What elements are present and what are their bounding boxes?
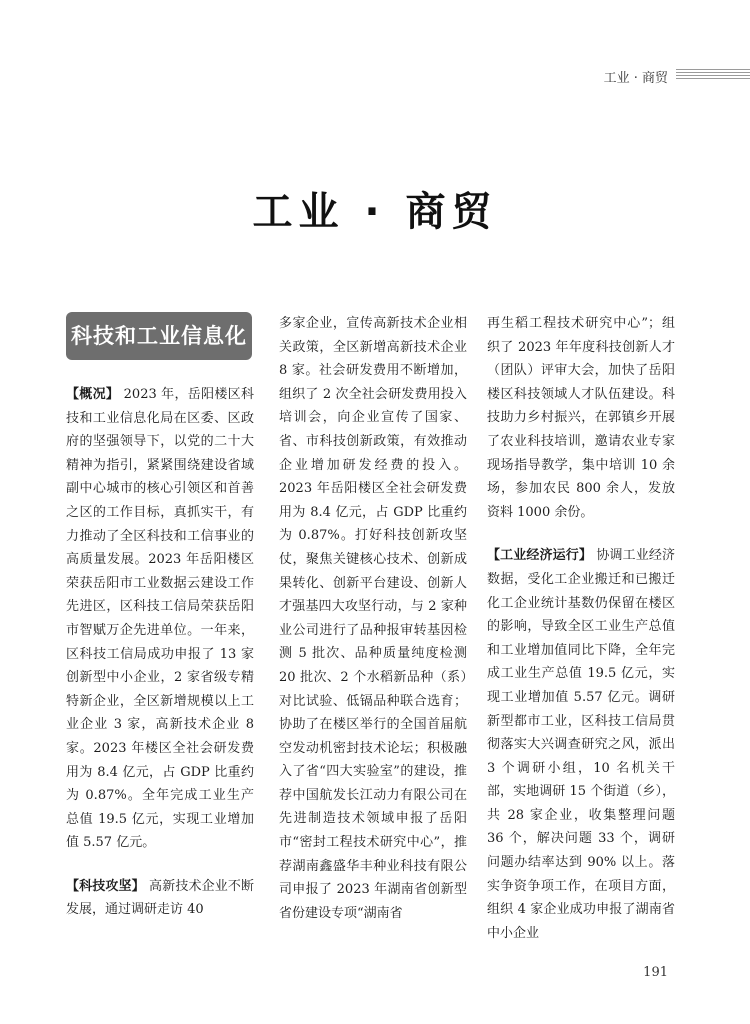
paragraph-label-overview: 【概况】 (66, 387, 120, 402)
paragraph-continued: 多家企业，宣传高新技术企业相关政策，全区新增高新技术企业 8 家。社会研发费用不断增加，组织了 2 次全社会研发费用投入培训会，向企业宣传了国家、省、市科技创新政策，有效推动企业增加研发经费的投入。2023 年岳阳楼区全社会研发费用为 8.4 亿元，占 GDP 比重约为 0.87%。打好科技创新攻坚仗，聚焦关键核心技术、创新成果转化、创新平台建设、创新人才强基四大攻坚行动，与 2 家种业公司进行了品种报审转基因检测 5 批次、品种质量纯度检测 20 批次、2 个水稻新品种（系）对比试验、低镉品种联合选育；协助了在楼区举行的全国首届航空发动机密封技术论坛；积极融入了省“四大实验室”的建设，推荐中国航发长江动力有限公司在先进制造技术领域申报了岳阳市“密封工程技术研究中心”，推荐湖南鑫盛华丰种业科技有限公司申报了 2023 年湖南省创新型省份建设专项“湖南省 (279, 316, 467, 921)
paragraph-text: 2023 年，岳阳楼区科技和工业信息化局在区委、区政府的坚强领导下，以党的二十大精神为指引，紧紧围绕建设省域副中心城市的核心引领区和首善之区的工作目标，真抓实干，有力推动了全区科技和工信事业的高质量发展。2023 年岳阳楼区荣获岳阳市工业数据云建设工作先进区，区科技工信局荣获岳阳市智赋万企先进单位。一年来，区科技工信局成功申报了 13 家创新型中小企业，2 家省级专精特新企业，全区新增规模以上工业企业 3 家，高新技术企业 8 家。2023 年楼区全社会研发费用为 8.4 亿元，占 GDP 比重约为 0.87%。全年完成工业生产总值 19.5 亿元，实现工业增加值 5.57 亿元。 (66, 387, 254, 851)
page-number: 191 (643, 965, 668, 980)
paragraph-text: 高新技术企业不断发展，通过调研走访 40 (66, 878, 254, 918)
chapter-title: 工业 · 商贸 (252, 189, 498, 235)
paragraph-continued: 再生稻工程技术研究中心”；组织了 2023 年年度科技创新人才（团队）评审大会，加快了岳阳楼区科技领域人才队伍建设。科技助力乡村振兴，在郭镇乡开展了农业科技培训，邀请农业专家现场指导教学，集中培训 10 余场，参加农民 800 余人，发放资料 1000 余份。 (487, 316, 675, 520)
paragraph-industrial-economy (487, 544, 675, 945)
paragraph-label-industrial-economy: 【工业经济运行】 (487, 548, 593, 564)
paragraph-overview (66, 383, 254, 855)
paragraph-label-tech-tackling: 【科技攻坚】 (66, 878, 145, 894)
paragraph-tech-tackling (66, 875, 254, 922)
text-column-3 (487, 312, 675, 945)
text-column-2 (279, 312, 467, 925)
text-column-1 (66, 383, 254, 922)
section-title-banner: 科技和工业信息化 (66, 312, 252, 360)
running-head: 工业 · 商贸 (603, 71, 668, 86)
header-decorative-rules (676, 69, 750, 81)
paragraph-text: 协调工业经济数据，受化工企业搬迁和已搬迁化工企业统计基数仍保留在楼区的影响，导致全区工业生产总值和工业增加值同比下降，全年完成工业生产总值 19.5 亿元，实现工业增加值 5.57 亿元。调研新型都市工业，区科技工信局贯彻落实大兴调查研究之风，派出 3 个调研小组，10 名机关干部，实地调研 15 个街道（乡），共 28 家企业，收集整理问题 36 个，解决问题 33 个，调研问题办结率达到 90% 以上。落实争资争项工作，在项目方面，组织 4 家企业成功申报了湖南省中小企业 (487, 548, 675, 941)
